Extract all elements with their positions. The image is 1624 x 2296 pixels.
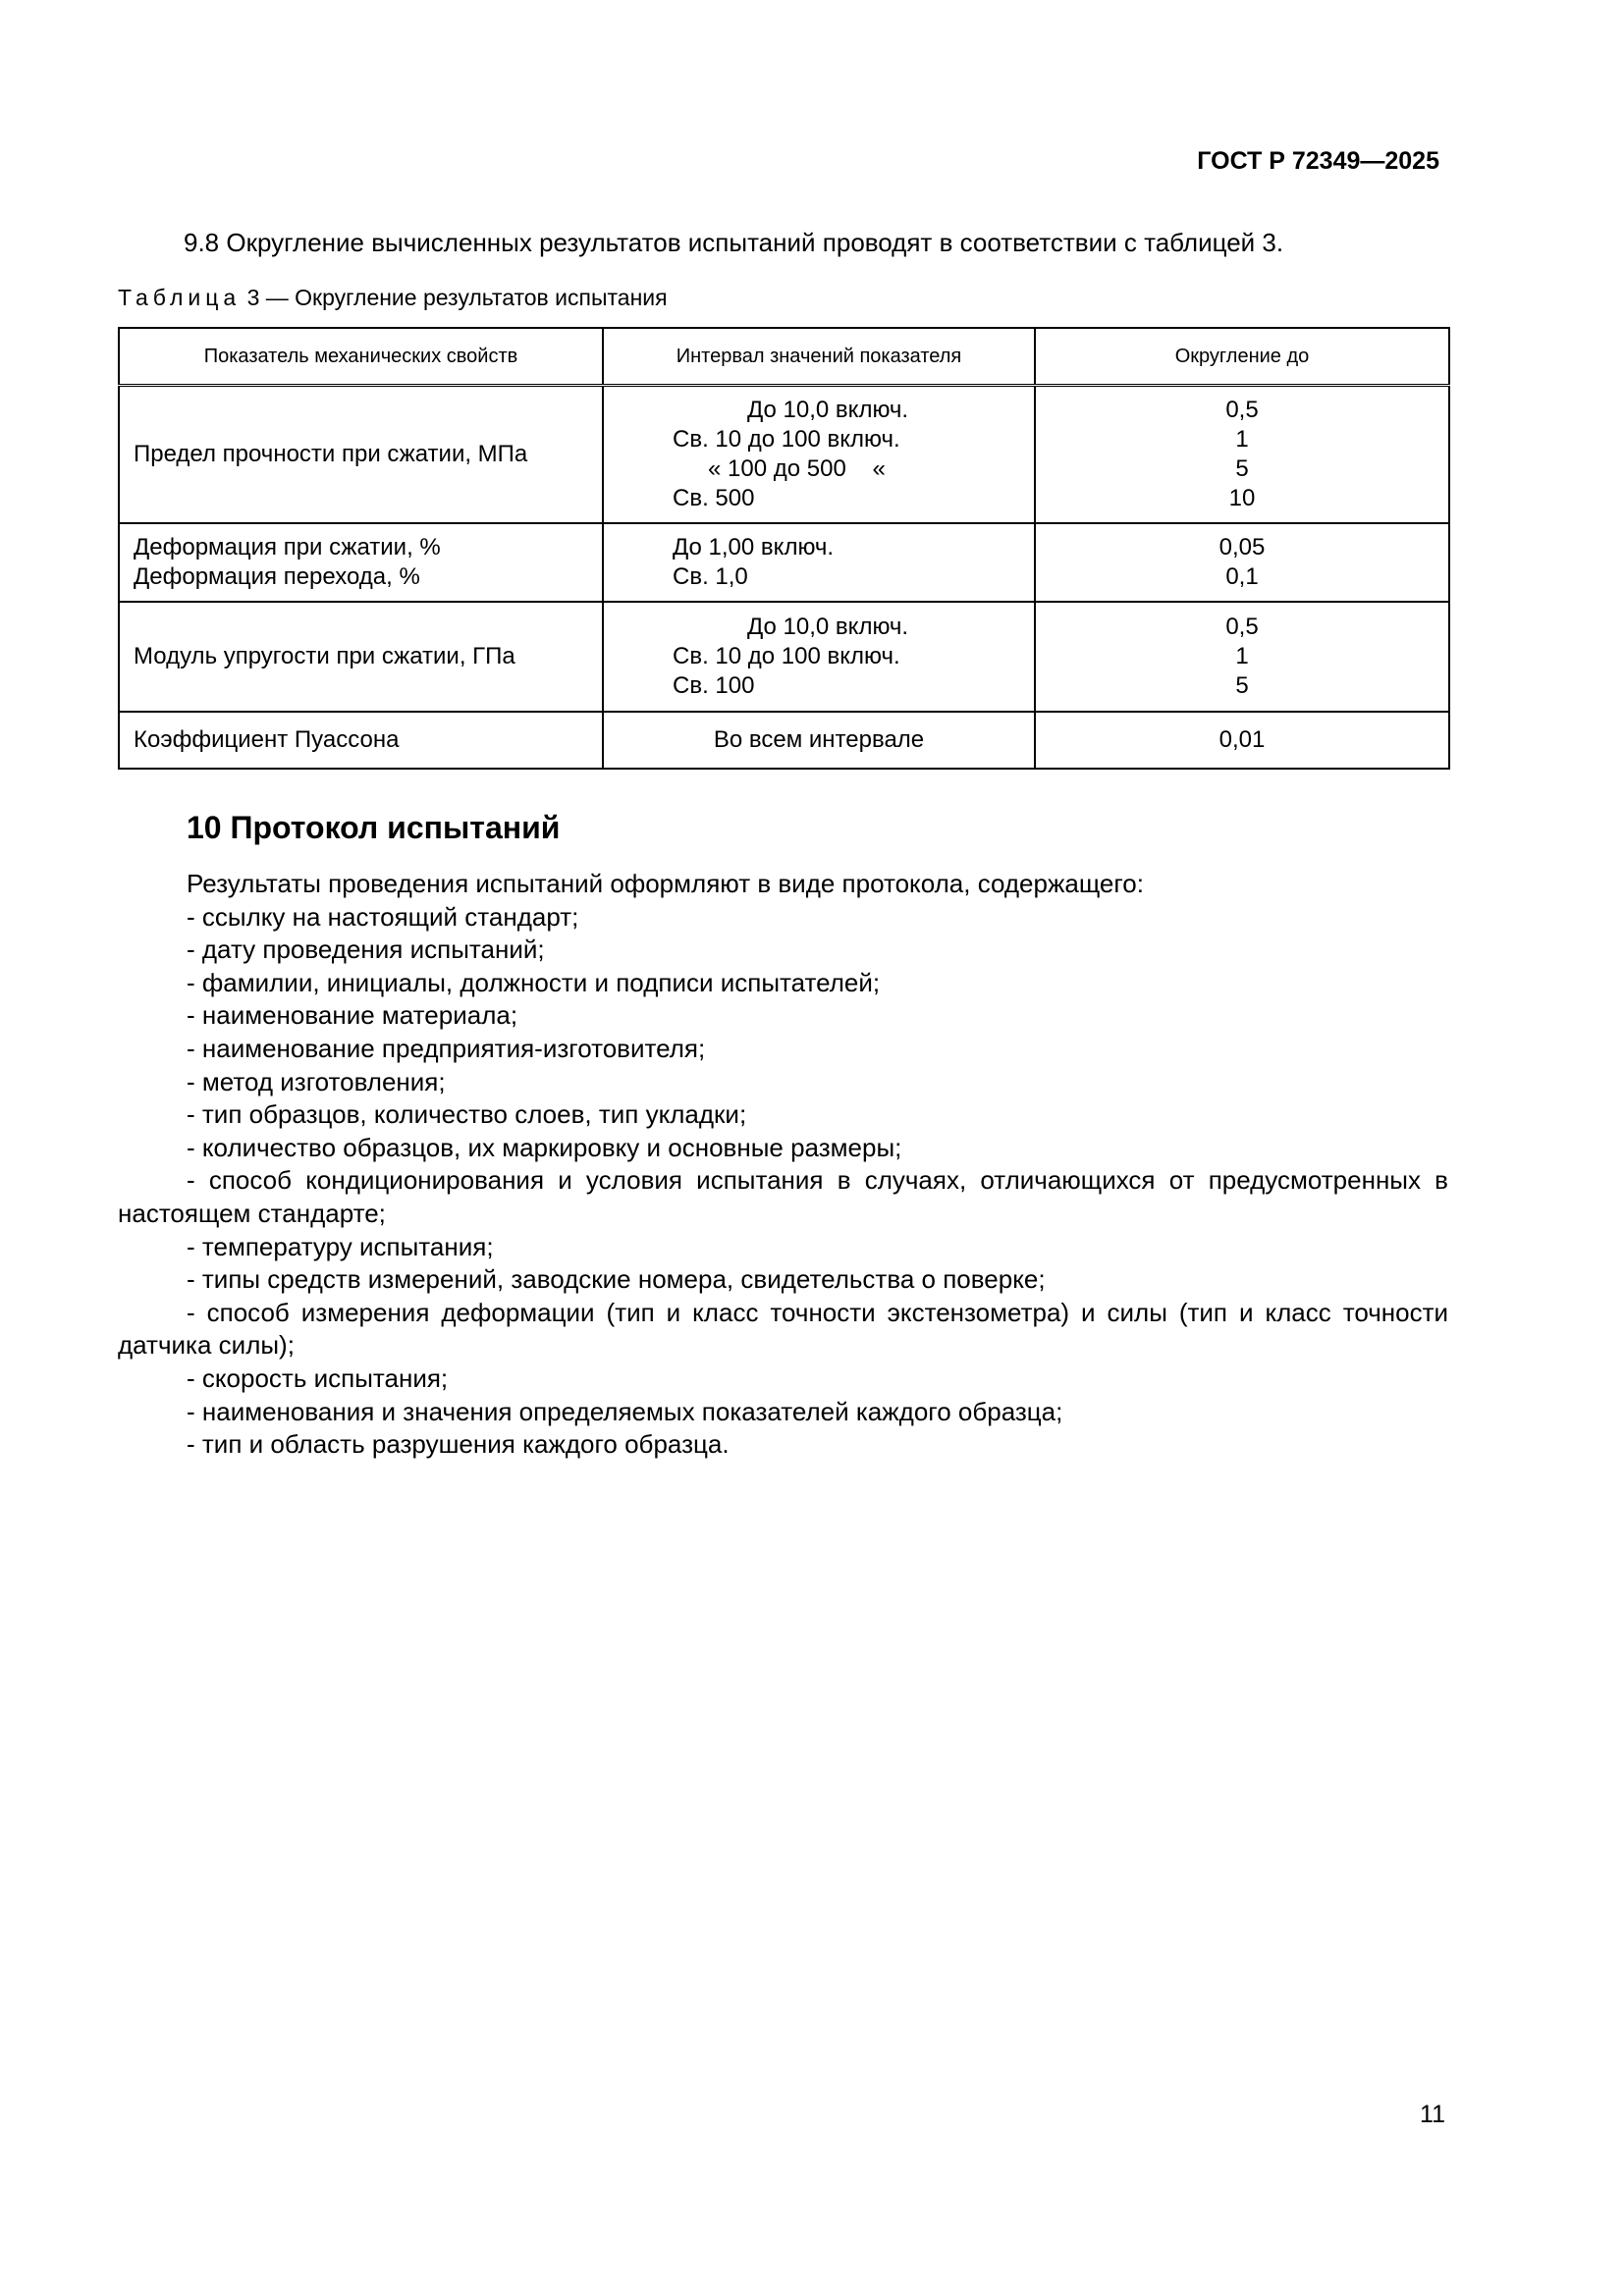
rounding-value: 1 (1235, 426, 1249, 453)
rounding-cell (1035, 523, 1449, 602)
rounding-cell (1035, 712, 1449, 769)
property-cell (119, 523, 603, 602)
property-label: Деформация при сжатии, % (134, 534, 441, 561)
protocol-intro: Результаты проведения испытаний оформляют в виде протокола, содержащего: (187, 869, 1144, 898)
interval-value: Св. 500 (673, 485, 755, 511)
interval-value: Св. 10 до 100 включ. (673, 643, 900, 669)
rounding-value: 0,01 (1218, 726, 1266, 753)
rounding-value: 5 (1235, 672, 1249, 699)
list-item: - тип и область разрушения каждого образца. (187, 1429, 730, 1460)
rounding-value: 10 (1228, 485, 1256, 511)
property-cell (119, 602, 603, 712)
paragraph-9-8: 9.8 Округление вычисленных результатов испытаний проводят в соответствии с таблицей 3. (184, 228, 1284, 257)
interval-value: Св. 10 до 100 включ. (673, 426, 900, 453)
rounding-value: 0,5 (1225, 397, 1259, 423)
page-number: 11 (1420, 2101, 1445, 2128)
table-row (119, 386, 1449, 524)
section-10-title: 10 Протокол испытаний (187, 810, 561, 845)
rounding-value: 0,1 (1225, 563, 1259, 590)
protocol-list (118, 868, 1448, 1462)
list-item: - скорость испытания; (187, 1362, 449, 1393)
list-item: - температуру испытания; (187, 1231, 494, 1261)
interval-value: Во всем интервале (713, 726, 925, 753)
interval-value: Св. 1,0 (673, 563, 748, 590)
interval-value: Св. 100 (673, 672, 755, 699)
interval-value: « 100 до 500 « (708, 455, 886, 482)
table-row (119, 523, 1449, 602)
header-property: Показатель механических свойств (119, 328, 603, 386)
list-item: - наименования и значения определяемых показателей каждого образца; (187, 1396, 1063, 1426)
list-item: - дату проведения испытаний; (187, 934, 545, 965)
interval-cell (603, 386, 1035, 524)
property-cell (119, 386, 603, 524)
property-label: Предел прочности при сжатии, МПа (134, 441, 528, 467)
property-label: Модуль упругости при сжатии, ГПа (134, 643, 515, 669)
table-row (119, 712, 1449, 769)
list-item: - ссылку на настоящий стандарт; (187, 901, 579, 932)
interval-value: До 10,0 включ. (747, 614, 909, 640)
table-row (119, 602, 1449, 712)
table-header-row (119, 328, 1449, 386)
rounding-value: 1 (1235, 643, 1249, 669)
property-cell (119, 712, 603, 769)
rounding-value: 5 (1235, 455, 1249, 482)
standard-code: ГОСТ Р 72349—2025 (1197, 147, 1439, 175)
table-caption-label: Таблица (118, 285, 242, 310)
property-label: Деформация перехода, % (134, 563, 420, 590)
property-label: Коэффициент Пуассона (134, 726, 400, 753)
interval-value: До 1,00 включ. (673, 534, 835, 561)
list-item: - тип образцов, количество слоев, тип укладки; (187, 1099, 747, 1130)
rounding-cell (1035, 386, 1449, 524)
rounding-cell (1035, 602, 1449, 712)
table-caption (118, 285, 668, 311)
interval-cell (603, 602, 1035, 712)
list-item: - способ измерения деформации (тип и класс точности экстензометра) и силы (тип и класс точности датчика силы); (118, 1297, 1448, 1361)
list-item: - наименование предприятия-изготовителя; (187, 1033, 706, 1063)
interval-value: До 10,0 включ. (747, 397, 909, 423)
interval-cell (603, 712, 1035, 769)
table-caption-text: 3 — Округление результатов испытания (241, 285, 668, 310)
list-item: - способ кондиционирования и условия испытания в случаях, отличающихся от предусмотренных в настоящем стандарте; (118, 1165, 1448, 1228)
list-item: - наименование материала; (187, 1000, 518, 1031)
list-item: - метод изготовления; (187, 1066, 446, 1096)
rounding-table (118, 327, 1450, 770)
list-item: - фамилии, инициалы, должности и подписи испытателей; (187, 967, 881, 997)
rounding-value: 0,05 (1218, 534, 1266, 561)
list-item: - количество образцов, их маркировку и основные размеры; (187, 1132, 902, 1162)
header-interval: Интервал значений показателя (603, 328, 1035, 386)
rounding-value: 0,5 (1225, 614, 1259, 640)
interval-cell (603, 523, 1035, 602)
list-item: - типы средств измерений, заводские номера, свидетельства о поверке; (187, 1264, 1046, 1295)
header-rounding: Округление до (1035, 328, 1449, 386)
